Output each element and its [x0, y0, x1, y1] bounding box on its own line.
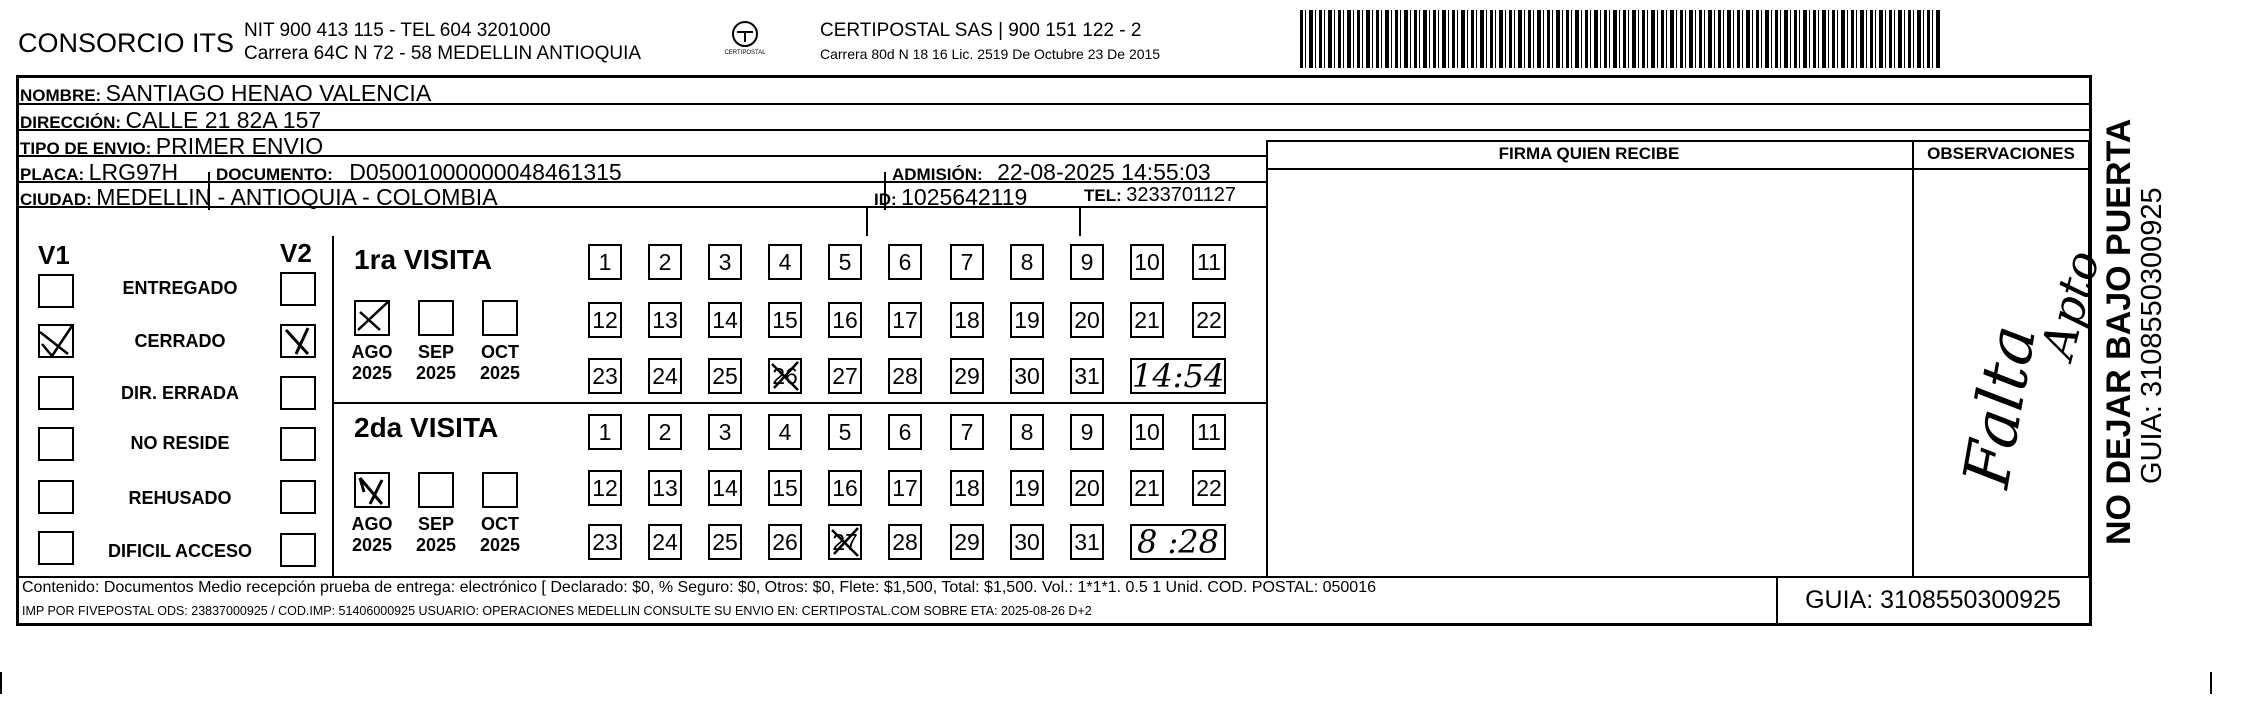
- cross-mark-icon: [828, 524, 862, 560]
- second-visit-day-13[interactable]: 13: [648, 470, 682, 506]
- first-visit-day-31[interactable]: 31: [1070, 358, 1104, 394]
- first-visit-day-29[interactable]: 29: [950, 358, 984, 394]
- documento-label: DOCUMENTO:: [216, 165, 333, 184]
- first-visit-title: 1ra VISITA: [354, 244, 492, 275]
- second-visit-day-7[interactable]: 7: [950, 414, 984, 450]
- check-mark-icon: [38, 324, 74, 358]
- second-visit-day-15[interactable]: 15: [768, 470, 802, 506]
- company-nit: NIT 900 413 115 - TEL 604 3201000: [244, 20, 551, 41]
- second-visit-day-3[interactable]: 3: [708, 414, 742, 450]
- first-visit-day-26[interactable]: 26: [768, 358, 802, 394]
- v1-checkbox-dificil-acceso[interactable]: [38, 531, 74, 565]
- second-visit-day-1[interactable]: 1: [588, 414, 622, 450]
- second-visit-day-16[interactable]: 16: [828, 470, 862, 506]
- first-visit-day-22[interactable]: 22: [1192, 302, 1226, 338]
- first-visit-day-25[interactable]: 25: [708, 358, 742, 394]
- tel-value: 3233701127: [1126, 184, 1236, 206]
- first-visit-day-7[interactable]: 7: [950, 244, 984, 280]
- first-visit-day-5[interactable]: 5: [828, 244, 862, 280]
- footer-guia: GUIA: 3108550300925: [1805, 586, 2061, 614]
- firma-header: FIRMA QUIEN RECIBE: [1498, 144, 1680, 163]
- observaciones-header: OBSERVACIONES: [1927, 144, 2075, 163]
- v1-checkbox-entregado[interactable]: [38, 274, 74, 308]
- first-visit-time-field[interactable]: 14:54: [1132, 357, 1225, 395]
- v1-checkbox-dir-errada[interactable]: [38, 376, 74, 410]
- placa-value: LRG97H: [88, 159, 179, 185]
- id-label: ID:: [874, 190, 897, 209]
- v1-month-sep: SEP 2025: [415, 342, 457, 383]
- first-visit-day-19[interactable]: 19: [1010, 302, 1044, 338]
- second-visit-day-20[interactable]: 20: [1070, 470, 1104, 506]
- second-visit-day-14[interactable]: 14: [708, 470, 742, 506]
- second-visit-day-18[interactable]: 18: [950, 470, 984, 506]
- first-visit-day-11[interactable]: 11: [1192, 244, 1226, 280]
- status-no-reside: NO RESIDE: [130, 433, 230, 453]
- nombre-label: NOMBRE:: [20, 86, 102, 105]
- documento-field: [216, 159, 622, 186]
- v2-month-ago: AGO 2025: [351, 514, 393, 555]
- second-visit-day-31[interactable]: 31: [1070, 524, 1104, 560]
- courier-address: Carrera 80d N 18 16 Lic. 2519 De Octubre 23 De 2015: [820, 46, 1161, 62]
- tipo-value: PRIMER ENVIO: [155, 133, 324, 159]
- check-mark-icon: [354, 300, 390, 336]
- direccion-value: CALLE 21 82A 157: [125, 107, 322, 133]
- no-dejar-bajo-puerta: NO DEJAR BAJO PUERTA: [2100, 118, 2138, 545]
- status-cerrado: CERRADO: [134, 331, 226, 351]
- contenido-text: Contenido: Documentos Medio recepción prueba de entrega: electrónico [ Declarado: $0, % Seguro: $0, Otros: $0, Flete: $1,500, Total: $1,500. Vol.: 1*1*1. 0.5 1 Unid. COD. POSTAL: 050016: [22, 579, 1376, 596]
- first-visit-day-10[interactable]: 10: [1130, 244, 1164, 280]
- v2-checkbox-rehusado[interactable]: [280, 480, 316, 514]
- first-visit-day-8[interactable]: 8: [1010, 244, 1044, 280]
- v1-checkbox-no-reside[interactable]: [38, 427, 74, 461]
- second-visit-day-12[interactable]: 12: [588, 470, 622, 506]
- second-visit-day-9[interactable]: 9: [1070, 414, 1104, 450]
- certipostal-logo: [716, 18, 774, 66]
- v1-month-ago: AGO 2025: [351, 342, 393, 383]
- second-visit-day-28[interactable]: 28: [888, 524, 922, 560]
- second-visit-day-11[interactable]: 11: [1192, 414, 1226, 450]
- second-visit-day-21[interactable]: 21: [1130, 470, 1164, 506]
- first-visit-day-18[interactable]: 18: [950, 302, 984, 338]
- status-dir-errada: DIR. ERRADA: [120, 383, 239, 403]
- side-guia: GUIA: 3108550300925: [2136, 187, 2168, 484]
- v2-checkbox-dir-errada[interactable]: [280, 376, 316, 410]
- tel-field: [1084, 184, 1236, 207]
- status-dificil-acceso: DIFICIL ACCESO: [107, 541, 252, 561]
- ciudad-field: [20, 184, 498, 211]
- ciudad-label: CIUDAD:: [20, 190, 92, 209]
- edge-mark: [2210, 672, 2212, 694]
- first-visit-day-23[interactable]: 23: [588, 358, 622, 394]
- v2-month-oct: OCT 2025: [479, 514, 521, 555]
- first-visit-day-14[interactable]: 14: [708, 302, 742, 338]
- nombre-value: SANTIAGO HENAO VALENCIA: [105, 80, 432, 106]
- company-name: CONSORCIO ITS: [18, 28, 235, 58]
- cross-mark-icon: [768, 358, 802, 394]
- company-address: Carrera 64C N 72 - 58 MEDELLIN ANTIOQUIA: [244, 43, 642, 64]
- second-visit-day-6[interactable]: 6: [888, 414, 922, 450]
- admision-label: ADMISIÓN:: [892, 165, 983, 184]
- placa-field: [20, 159, 178, 186]
- tel-label: TEL:: [1084, 186, 1122, 205]
- first-visit-day-17[interactable]: 17: [888, 302, 922, 338]
- second-visit-day-26[interactable]: 26: [768, 524, 802, 560]
- v1-month-ago-checkbox[interactable]: [354, 300, 390, 336]
- v1-label: V1: [38, 240, 70, 270]
- imp-text: IMP POR FIVEPOSTAL ODS: 23837000925 / COD.IMP: 51406000925 USUARIO: OPERACIONES MEDELLIN CONSULTE SU ENVIO EN: CERTIPOSTAL.COM SOBRE ETA: 2025-08-26 D+2: [22, 604, 1092, 618]
- first-visit-day-9[interactable]: 9: [1070, 244, 1104, 280]
- second-visit-day-5[interactable]: 5: [828, 414, 862, 450]
- v1-month-oct: OCT 2025: [479, 342, 521, 383]
- admision-field: [892, 159, 1211, 186]
- v2-checkbox-cerrado[interactable]: [280, 324, 316, 358]
- second-visit-day-23[interactable]: 23: [588, 524, 622, 560]
- first-visit-day-15[interactable]: 15: [768, 302, 802, 338]
- first-visit-day-12[interactable]: 12: [588, 302, 622, 338]
- second-visit-day-2[interactable]: 2: [648, 414, 682, 450]
- first-visit-day-20[interactable]: 20: [1070, 302, 1104, 338]
- first-visit-day-3[interactable]: 3: [708, 244, 742, 280]
- second-visit-day-29[interactable]: 29: [950, 524, 984, 560]
- edge-mark: [0, 672, 2, 694]
- first-visit-day-24[interactable]: 24: [648, 358, 682, 394]
- ciudad-value: MEDELLIN - ANTIOQUIA - COLOMBIA: [96, 184, 498, 210]
- first-visit-day-2[interactable]: 2: [648, 244, 682, 280]
- v2-label: V2: [280, 238, 312, 268]
- first-visit-day-28[interactable]: 28: [888, 358, 922, 394]
- id-value: 1025642119: [901, 184, 1028, 210]
- v1-month-sep-checkbox[interactable]: [418, 300, 454, 336]
- first-visit-day-4[interactable]: 4: [768, 244, 802, 280]
- tipo-row: [20, 133, 323, 160]
- second-visit-day-22[interactable]: 22: [1192, 470, 1226, 506]
- first-visit-day-27[interactable]: 27: [828, 358, 862, 394]
- v2-checkbox-no-reside[interactable]: [280, 427, 316, 461]
- first-visit-day-21[interactable]: 21: [1130, 302, 1164, 338]
- second-visit-day-4[interactable]: 4: [768, 414, 802, 450]
- courier-name: CERTIPOSTAL SAS | 900 151 122 - 2: [820, 20, 1142, 41]
- second-visit-day-17[interactable]: 17: [888, 470, 922, 506]
- v2-month-oct-checkbox[interactable]: [482, 472, 518, 508]
- placa-label: PLACA:: [20, 165, 85, 184]
- second-visit-day-8[interactable]: 8: [1010, 414, 1044, 450]
- documento-value: D05001000000048461315: [349, 159, 622, 185]
- logo-text: CERTIPOSTAL: [724, 50, 766, 56]
- second-visit-time-field[interactable]: 8 :28: [1130, 524, 1226, 560]
- first-visit-day-1[interactable]: 1: [588, 244, 622, 280]
- second-visit-day-10[interactable]: 10: [1130, 414, 1164, 450]
- v2-month-ago-checkbox[interactable]: [354, 472, 390, 508]
- v1-checkbox-cerrado[interactable]: [38, 324, 74, 358]
- second-visit-day-19[interactable]: 19: [1010, 470, 1044, 506]
- second-visit-day-24[interactable]: 24: [648, 524, 682, 560]
- second-visit-title: 2da VISITA: [354, 412, 499, 443]
- direccion-label: DIRECCIÓN:: [20, 113, 122, 132]
- check-mark-icon: [280, 324, 316, 358]
- barcode: [1300, 10, 1940, 68]
- observation-handwriting-1: Falta: [1950, 319, 2052, 493]
- first-visit-day-13[interactable]: 13: [648, 302, 682, 338]
- v1-checkbox-rehusado[interactable]: [38, 480, 74, 514]
- second-visit-day-25[interactable]: 25: [708, 524, 742, 560]
- admision-value: 22-08-2025 14:55:03: [997, 159, 1211, 185]
- first-visit-day-30[interactable]: 30: [1010, 358, 1044, 394]
- second-visit-day-27[interactable]: 27: [828, 524, 862, 560]
- v2-month-sep: SEP 2025: [415, 514, 457, 555]
- second-visit-day-30[interactable]: 30: [1010, 524, 1044, 560]
- v2-month-sep-checkbox[interactable]: [418, 472, 454, 508]
- nombre-row: [20, 80, 431, 107]
- tipo-label: TIPO DE ENVIO:: [20, 139, 152, 158]
- observation-handwriting-2: Apto: [2030, 244, 2111, 364]
- v2-checkbox-entregado[interactable]: [280, 272, 316, 306]
- check-mark-icon: [354, 472, 390, 508]
- v2-checkbox-dificil-acceso[interactable]: [280, 533, 316, 567]
- status-rehusado: REHUSADO: [128, 488, 232, 508]
- first-visit-day-16[interactable]: 16: [828, 302, 862, 338]
- first-visit-day-6[interactable]: 6: [888, 244, 922, 280]
- status-entregado: ENTREGADO: [122, 278, 238, 298]
- v1-month-oct-checkbox[interactable]: [482, 300, 518, 336]
- id-field: [874, 184, 1027, 211]
- logo-icon: [716, 18, 774, 66]
- direccion-row: [20, 107, 321, 134]
